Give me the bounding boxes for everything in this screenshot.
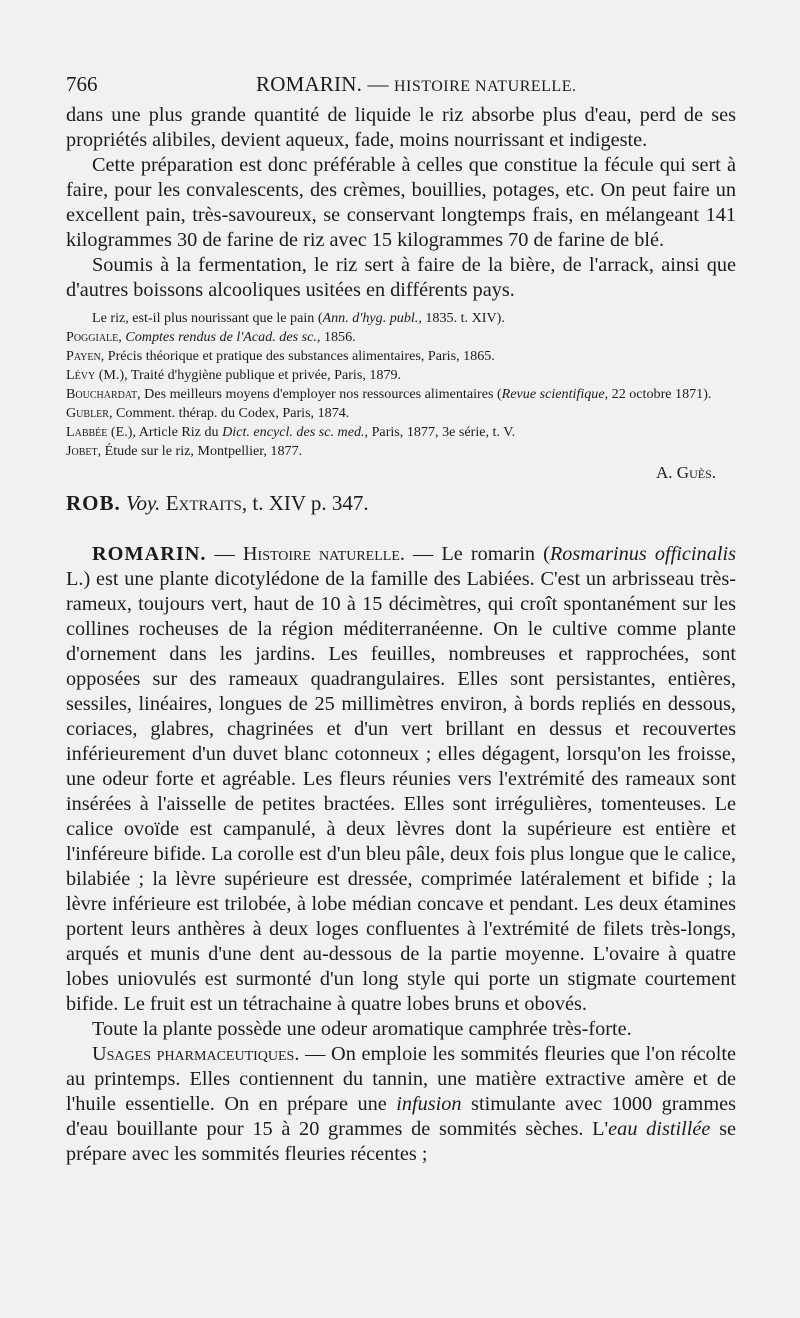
rob-headword: ROB.: [66, 491, 121, 515]
document-page: [66, 72, 736, 1167]
paragraph-continued: dans une plus grande quantité de liquide le riz absorbe plus d'eau, perd de ses propriétés alibiles, devient aqueux, fade, moins nourrissant et indigeste.: [66, 104, 736, 151]
reference-item: Payen, Précis théorique et pratique des substances alimentaires, Paris, 1865.: [66, 348, 495, 364]
paragraph-fermentation: Soumis à la fermentation, le riz sert à faire de la bière, de l'arrack, ainsi que d'autres boissons alcooliques usitées en différents pays.: [66, 254, 736, 301]
running-subtitle: HISTOIRE NATURELLE.: [393, 78, 577, 95]
running-header: [66, 72, 736, 97]
reference-item: Le riz, est-il plus nourissant que le pain (Ann. d'hyg. publ., 1835. t. XIV).: [92, 310, 505, 326]
usages-label: Usages pharmaceutiques.: [92, 1043, 300, 1065]
romarin-section: [66, 542, 736, 1167]
running-title: ROMARIN. —: [256, 72, 389, 96]
rice-section: [66, 103, 736, 303]
bibliography: [66, 309, 736, 461]
reference-item: Gubler, Comment. thérap. du Codex, Paris, 1874.: [66, 405, 350, 421]
section-label: Histoire naturelle.: [242, 543, 405, 565]
romarin-paragraph: ROMARIN. — Histoire naturelle. — Le romarin (Rosmarinus officinalis L.) est une plante dicotylédone de la famille des Labiées. C'est un arbrisseau très-rameux, toujours vert, haut de 10 à 15 décimètres, qui croît spontanément sur les collines rocheuses de la région méditerranéenne. On le cultive comme plante d'ornement dans les jardins. Les feuilles, nombreuses et rapprochées, sont opposées sur des rameaux quadrangulaires. Elles sont persistantes, entières, sessiles, linéaires, longues de 25 millimètres environ, à bords repliés en dessous, coriaces, glabres, chagrinées et d'un vert brillant en dessus et recouvertes inférieurement d'un duvet blanc cotonneux ; elles dégagent, lorsqu'on les froisse, une odeur forte et agréable. Les fleurs réunies vers l'extrémité des rameaux sont insérées à l'aisselle de petites bractées. Elles sont irrégulières, tomenteuses. Le calice ovoïde est campanulé, à deux lèvres dont la supérieure est entière et l'inféreure bifide. La corolle est d'un bleu pâle, deux fois plus longue que le calice, bilabiée ; la lèvre supérieure est dressée, comprimée latéralement et bifide ; la lèvre inférieure est trilobée, à lobe médian concave et pendant. Les deux étamines portent leurs anthères à deux loges confluentes à l'extrémité de filets très-longs, arqués et munis d'une dent au-dessous de la partie moyenne. L'ovaire à quatre lobes uniovulés est surmonté d'un long style qui porte un stigmate courtement bifide. Le fruit est un tétrachaine à quatre lobes bruns et obovés.: [66, 543, 736, 1015]
paragraph-plant-odor: Toute la plante possède une odeur aromatique camphrée très-forte.: [92, 1018, 632, 1040]
usages-paragraph: Usages pharmaceutiques. — On emploie les sommités fleuries que l'on récolte au printemps. Elles contiennent du tannin, une matière extractive amère et de l'huile essentielle. On en prépare une infusion stimulante avec 1000 grammes d'eau bouillante pour 15 à 20 grammes de sommités sèches. L'eau distillée se prépare avec les sommités fleuries récentes ;: [66, 1043, 736, 1165]
reference-item: Poggiale, Comptes rendus de l'Acad. des sc., 1856.: [66, 329, 356, 345]
reference-item: Lévy (M.), Traité d'hygiène publique et privée, Paris, 1879.: [66, 367, 402, 383]
reference-item: Jobet, Étude sur le riz, Montpellier, 1877.: [66, 443, 303, 459]
page-number: 766: [66, 72, 98, 96]
author-signature: A. Guès.: [656, 463, 716, 482]
reference-item: Bouchardat, Des meilleurs moyens d'employer nos ressources alimentaires (Revue scientifique, 22 octobre 1871).: [66, 386, 712, 402]
rob-volume: t. XIV p. 347.: [252, 491, 369, 515]
rob-entry: [66, 491, 736, 516]
romarin-headword: ROMARIN.: [92, 543, 207, 565]
reference-item: Labbée (E.), Article Riz du Dict. encycl. des sc. med., Paris, 1877, 3e série, t. V.: [66, 424, 516, 440]
latin-name: Rosmarinus officinalis: [549, 543, 736, 565]
paragraph-preparation: Cette préparation est donc préférable à celles que constitue la fécule qui sert à faire, pour les convalescents, des crèmes, bouillies, potages, etc. On peut faire un excellent pain, très-savoureux, se conservant longtemps frais, en mélangeant 141 kilogrammes 30 de farine de riz avec 15 kilogrammes 70 de farine de blé.: [66, 154, 736, 251]
rob-voy: Voy.: [126, 491, 161, 515]
rob-reference: Extraits,: [165, 491, 248, 515]
